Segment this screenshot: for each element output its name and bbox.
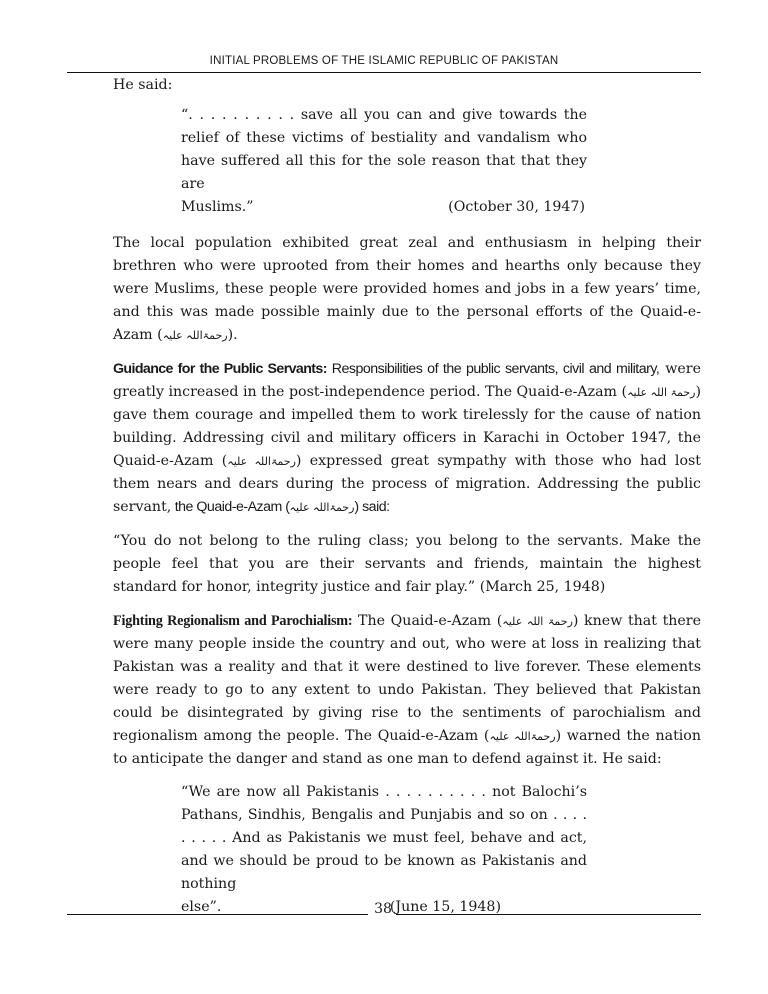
urdu-honorific: رحمۃ اللہ علیہ [502, 615, 573, 628]
quote-pakistanis-last: else”. [181, 899, 222, 915]
footer-rule-right [396, 914, 701, 915]
public-servants-t6: ) said: [354, 499, 390, 515]
quote-relief-text: “. . . . . . . . . . save all you can and give towards the relief of these victims of bestiality and vandalism who have suffered all this for the sole reason that that they are [181, 107, 587, 192]
urdu-honorific: رحمۃاللہ علیہ [289, 501, 355, 514]
paragraph-local-population-end: ). [227, 327, 238, 343]
regionalism-t3: ) warned the nation to anticipate the danger and stand as one man to defend against it. He said: [113, 728, 701, 767]
public-servants-t3: ) gave them courage and impelled them to work tirelessly for the cause of nation building. Addressing civil and military officers in Karachi in October 1947, the Quaid-e-Azam ( [113, 384, 702, 469]
regionalism-t2: ) knew that there were many people inside the country and out, who were at loss in realizing that Pakistan was a reality and that it were destined to live forever. These elements were ready to go to any extent to undo Pakistan. They believed that Pakistan could be disintegrated by giving rise to the sentiments of parochialism and regionalism among the people. The Quaid-e-Azam ( [113, 613, 701, 744]
urdu-honorific: رحمۃ اللہ علیہ [627, 386, 696, 399]
quote-relief-last: Muslims.” [181, 199, 254, 215]
page-content [113, 74, 701, 919]
paragraph-local-population [113, 232, 701, 347]
quote-pakistanis-date: (June 15, 1948) [389, 899, 501, 915]
regionalism-t1: The Quaid-e-Azam ( [352, 613, 503, 629]
paragraph-local-population-text: The local population exhibited great zeal and enthusiasm in helping their brethren who were uprooted from their homes and hearths only because they were Muslims, these people were provided homes and jobs in a few years’ time, and this was made possible mainly due to the personal efforts of the Quaid-e-Azam ( [113, 235, 701, 343]
heading-regionalism: Fighting Regionalism and Parochialism: [113, 613, 353, 629]
he-said-line: He said: [113, 77, 173, 93]
paragraph-public-servants [113, 358, 701, 519]
quote-pakistanis [181, 781, 587, 919]
running-header: INITIAL PROBLEMS OF THE ISLAMIC REPUBLIC OF PAKISTAN [209, 55, 559, 67]
public-servants-t2: were greatly increased in the post-independence period. The Quaid-e-Azam ( [113, 361, 701, 400]
quote-relief-last-line [181, 196, 587, 219]
urdu-honorific: رحمۃاللہ علیہ [489, 730, 556, 743]
heading-public-servants: Guidance for the Public Servants: [113, 361, 327, 377]
footer-rule-left [67, 914, 368, 915]
public-servants-t5: the Quaid-e-Azam ( [171, 499, 290, 515]
page-number: 38 [374, 901, 392, 917]
public-servants-t4: ) expressed great sympathy with those who had lost them nears and dears during the process of migration. Addressing the public servant, [113, 453, 701, 515]
urdu-honorific: رحمۃاللہ علیہ [227, 455, 296, 468]
header-rule [67, 72, 701, 73]
quote-ruling-class: “You do not belong to the ruling class; you belong to the servants. Make the people feel that you are their servants and friends, maintain the highest standard for honor, integrity justice and fair play.” (March 25, 1948) [113, 533, 701, 595]
public-servants-t1: Responsibilities of the public servants, civil and military, [326, 361, 660, 377]
quote-pakistanis-text: “We are now all Pakistanis . . . . . . . . . . not Balochi’s Pathans, Sindhis, Bengalis and Punjabis and so on . . . . . . . . . And as Pakistanis we must feel, behave and act, and we should be proud to be known as Pakistanis and nothing [181, 784, 587, 892]
urdu-honorific: رحمۃاللہ علیہ [162, 329, 228, 342]
paragraph-regionalism [113, 610, 701, 771]
quote-relief [181, 104, 587, 219]
quote-relief-date: (October 30, 1947) [448, 199, 585, 215]
